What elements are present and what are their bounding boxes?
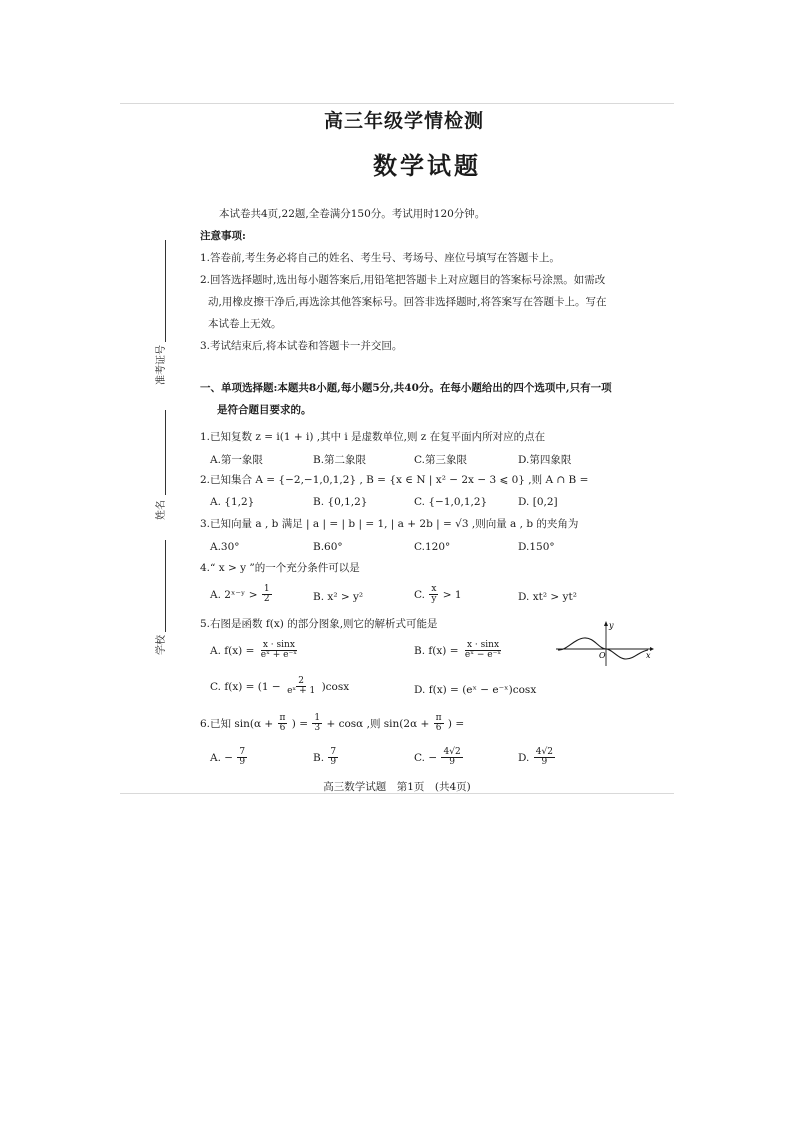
q6-d-fraction (534, 748, 555, 768)
notice-item: 3.考试结束后,将本试卷和答题卡一并交回。 (200, 340, 403, 352)
fraction-denominator: 9 (239, 757, 246, 768)
fraction-denominator: 3 (314, 723, 321, 734)
fraction-numerator: π (279, 713, 286, 723)
graph-x-label: x (646, 651, 651, 660)
q5-c-text: C. f(x) = (1 − (210, 680, 281, 693)
q4-a-fraction (262, 585, 272, 605)
notice-item: 2.回答选择题时,选出每小题答案后,用铅笔把答题卡上对应题目的答案标号涂黑。如需改 (200, 274, 606, 286)
q6-pi-six (434, 714, 444, 734)
fraction-denominator: 6 (435, 723, 442, 734)
q5-c-fraction (285, 677, 317, 697)
q4-c-tail: > 1 (442, 588, 462, 601)
fraction-numerator: x · sinx (467, 640, 500, 650)
q4-option-d: D. xt² > yt² (518, 591, 577, 603)
q5-a-text: A. f(x) = (210, 644, 255, 657)
q1-option-a: A.第一象限 (210, 454, 263, 466)
q5-option-b (414, 641, 504, 661)
school-line (165, 540, 166, 632)
question-2-stem: 2.已知集合 A = {−2,−1,0,1,2} , B = {x ∈ N | x² − 2x − 3 ⩽ 0} ,则 A ∩ B = (200, 474, 589, 486)
q4-a-text: A. 2ˣ⁻ʸ > (210, 588, 258, 601)
intro-text: 本试卷共4页,22题,全卷满分150分。考试用时120分钟。 (219, 208, 486, 220)
q4-option-b: B. x² > y² (313, 591, 364, 603)
question-6-stem (200, 714, 464, 734)
q6-d-text: D. (518, 751, 530, 764)
q6-option-a (210, 748, 248, 768)
q3-option-c: C.120° (414, 541, 451, 553)
exam-subtitle: 数学试题 (373, 151, 481, 180)
section-heading-cont: 是符合题目要求的。 (217, 404, 312, 416)
fraction-numerator: 7 (330, 747, 337, 757)
q4-option-a (210, 585, 273, 605)
q6-b-fraction (328, 748, 338, 768)
fraction-numerator: x (431, 584, 437, 594)
fraction-numerator: 4√2 (443, 747, 461, 757)
q6-a-text: A. − (210, 751, 234, 764)
q2-option-a: A. {1,2} (210, 496, 255, 508)
q5-a-fraction (259, 641, 299, 661)
fraction-numerator: 1 (314, 713, 321, 723)
question-3-stem: 3.已知向量 a , b 满足 | a | = | b | = 1, | a + 2b | = √3 ,则向量 a , b 的夹角为 (200, 518, 579, 530)
fraction-numerator: π (435, 713, 442, 723)
fraction-denominator: y (431, 594, 437, 605)
q3-option-b: B.60° (313, 541, 343, 553)
fraction-denominator: 9 (449, 757, 455, 768)
q2-option-d: D. [0,2] (518, 496, 558, 508)
q6-stem-text: ) = (291, 717, 309, 730)
q6-option-d (518, 748, 556, 768)
q5-option-d: D. f(x) = (eˣ − e⁻ˣ)cosx (414, 684, 537, 696)
q6-c-text: C. − (414, 751, 438, 764)
q6-one-third (312, 714, 322, 734)
exam-title: 高三年级学情检测 (324, 110, 485, 132)
fraction-denominator: 2 (263, 594, 270, 605)
graph-y-label: y (609, 621, 614, 630)
name-label: 姓名 (156, 500, 167, 520)
fraction-numerator: 2 (298, 676, 305, 686)
fraction-denominator: 6 (279, 723, 286, 734)
question-1-stem: 1.已知复数 z = i(1 + i) ,其中 i 是虚数单位,则 z 在复平面内所对应的点在 (200, 431, 546, 443)
q5-option-c (210, 677, 349, 697)
section-heading: 一、单项选择题:本题共8小题,每小题5分,共40分。在每小题给出的四个选项中,只有一项 (200, 382, 612, 394)
q6-b-text: B. (313, 751, 325, 764)
question-5-stem: 5.右图是函数 f(x) 的部分图象,则它的解析式可能是 (200, 618, 438, 630)
notice-item: 动,用橡皮擦干净后,再选涂其他答案标号。回答非选择题时,将答案写在答题卡上。写在 (208, 296, 607, 308)
q5-option-a (210, 641, 300, 661)
notice-item: 本试卷上无效。 (208, 318, 282, 330)
exam-id-line (165, 240, 166, 342)
exam-id-label: 准考证号 (156, 345, 167, 385)
name-line (165, 410, 166, 495)
fraction-numerator: 7 (239, 747, 246, 757)
q6-c-fraction (441, 748, 462, 768)
q6-stem-text: ) = (447, 717, 465, 730)
school-label: 学校 (156, 635, 167, 655)
q5-b-text: B. f(x) = (414, 644, 459, 657)
question-4-stem: 4.“ x > y ”的一个充分条件可以是 (200, 562, 360, 574)
x-axis-arrow (650, 647, 654, 651)
q5-c-tail: )cosx (321, 680, 350, 693)
notice-heading: 注意事项: (200, 230, 246, 242)
q2-option-c: C. {−1,0,1,2} (414, 496, 488, 508)
fraction-denominator: eˣ − e⁻ˣ (464, 650, 502, 661)
q5-b-fraction (463, 641, 503, 661)
q2-option-b: B. {0,1,2} (313, 496, 368, 508)
fraction-denominator: 9 (330, 757, 337, 768)
fraction-denominator: eˣ + e⁻ˣ (260, 650, 298, 661)
q4-c-text: C. (414, 588, 425, 601)
fraction-denominator: eˣ + 1 (287, 686, 316, 697)
function-graph (554, 620, 654, 668)
q4-c-fraction (429, 585, 438, 605)
fraction-numerator: 4√2 (535, 747, 553, 757)
q1-option-c: C.第三象限 (414, 454, 467, 466)
q6-option-c (414, 748, 464, 768)
q4-option-c (414, 585, 462, 605)
y-axis-arrow (604, 621, 608, 626)
fraction-denominator: 9 (541, 757, 548, 768)
fraction-numerator: 1 (263, 584, 270, 594)
q6-stem-text: 6.已知 sin(α + (200, 717, 274, 730)
q6-a-fraction (237, 748, 247, 768)
q1-option-d: D.第四象限 (518, 454, 572, 466)
fraction-numerator: x · sinx (262, 640, 295, 650)
page-footer: 高三数学试题 第1页 (共4页) (323, 781, 471, 793)
q3-option-a: A.30° (210, 541, 240, 553)
q6-pi-six (278, 714, 288, 734)
q3-option-d: D.150° (518, 541, 555, 553)
graph-origin-label: O (599, 651, 606, 660)
top-rule (120, 103, 674, 104)
q6-stem-text: + cosα ,则 sin(2α + (326, 717, 430, 730)
notice-item: 1.答卷前,考生务必将自己的姓名、考生号、考场号、座位号填写在答题卡上。 (200, 252, 560, 264)
q6-option-b (313, 748, 339, 768)
q1-option-b: B.第二象限 (313, 454, 367, 466)
